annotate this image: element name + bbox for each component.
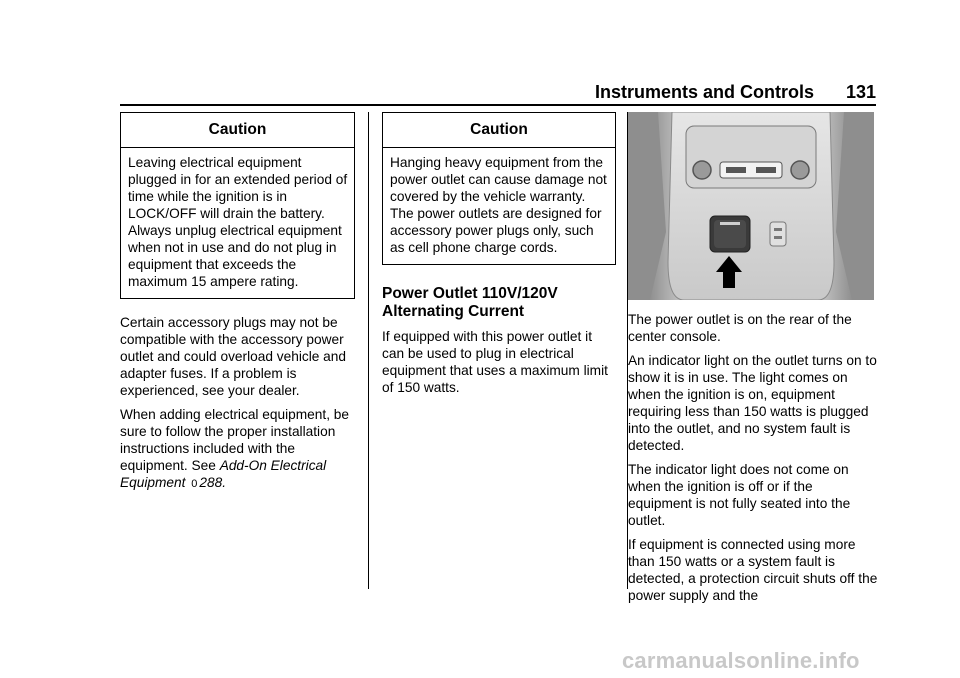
column-divider [368,112,369,589]
column-left [120,112,355,500]
paragraph: If equipment is connected using more than 150 watts or a system fault is detected, a protection circuit shuts off the power supply and the [628,537,878,603]
cross-reference-link[interactable]: Add-On Electrical Equipment [120,458,327,490]
caution-title: Caution [121,113,354,148]
watermark: carmanualsonline.info [622,648,860,673]
section-title: Power Outlet 110V/120V Alternating Current [382,285,558,320]
paragraph: The power outlet is on the rear of the center console. [628,312,852,344]
caution-title: Caution [383,113,615,148]
vent-knob-right [791,161,809,179]
paragraph: Certain accessory plugs may not be compatible with the accessory power outlet and could overload vehicle and adapter fuses. If a problem is experienced, see your dealer. [120,315,347,398]
column-middle [382,112,616,403]
paragraph-text: When adding electrical equipment, be sure to follow the proper installation instructions included with the equipment. See [120,407,350,473]
caution-text: Hanging heavy equipment from the power outlet can cause damage not covered by the vehicle warranty. The power outlets are designed for accessory power plugs only, such as cell phone charge cords. [390,155,607,255]
caution-text: Leaving electrical equipment plugged in for an extended period of time while the ignition is in LOCK/OFF will drain the battery. Always unplug electrical equipment when not in use and do not plug in equipment that exceeds the maximum 15 ampere rating. [128,155,348,289]
power-outlet-illustration [628,112,874,300]
caution-box [382,112,616,265]
page-reference-number[interactable]: 288 [199,475,223,490]
column-right [628,112,878,611]
paragraph: If equipped with this power outlet it can be used to plug in electrical equipment that uses a maximum limit of 150 watts. [382,329,608,395]
page-reference-icon: 0 [191,478,198,490]
caution-box [120,112,355,299]
paragraph: The indicator light does not come on when the ignition is off or if the equipment is not fully seated into the outlet. [628,462,851,528]
outlet-switch [770,222,786,246]
page-header [120,80,876,106]
sentence-period: . [222,475,227,490]
section-heading: Instruments and Controls [594,82,814,102]
page-number: 131 [845,82,876,102]
vent-knob-left [693,161,711,179]
paragraph [120,406,355,493]
paragraph: An indicator light on the outlet turns on to show it is in use. The light comes on when the ignition is on, equipment requiring less than 150 watts is plugged into the outlet, and no system fault is detected. [628,353,877,453]
